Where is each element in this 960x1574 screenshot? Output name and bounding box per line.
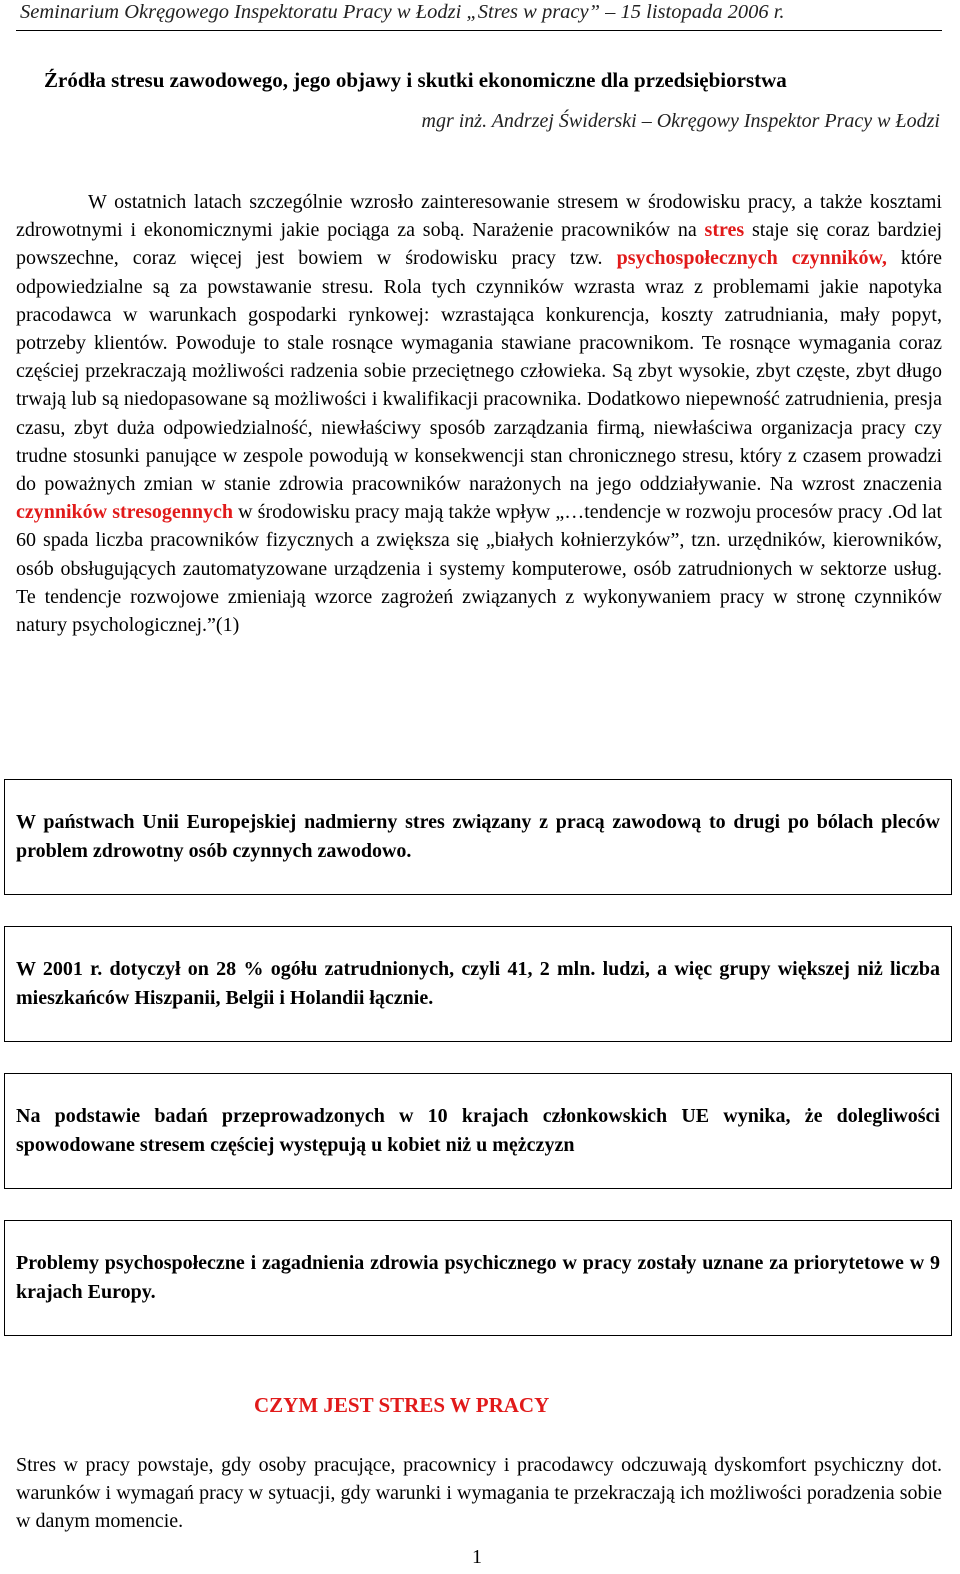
section-paragraph: Stres w pracy powstaje, gdy osoby pracujące, pracownicy i pracodawcy odczuwają dyskomfort psychiczny dot. warunków i wymagań pracy w sytuacji, gdy warunki i wymagania te przekraczają ich możliwości poradzenia sobie w danym momencie. [16,1454,942,1533]
page-number: 1 [472,1546,482,1568]
fact-text: Problemy psychospołeczne i zagadnienia zdrowia psychicznego w pracy zostały uznane za priorytetowe w 9 krajach Europy. [16,1252,940,1303]
running-header [16,0,942,31]
highlight-stressors: czynników stresogennych [16,501,233,524]
highlight-psychosocial-factors: psychospołecznych czynników, [616,247,887,270]
fact-box-1 [4,779,952,895]
section-heading: CZYM JEST STRES W PRACY [254,1393,550,1417]
fact-text: Na podstawie badań przeprowadzonych w 10 krajach członkowskich UE wynika, że dolegliwości spowodowane stresem częściej występują u kobiet niż u mężczyzn [16,1105,940,1156]
intro-text-2: staje się coraz bardziej powszechne, coraz więcej jest bowiem w środowisku pracy tzw. [16,219,943,270]
fact-text: W 2001 r. dotyczył on 28 % ogółu zatrudnionych, czyli 41, 2 mln. ludzi, a więc grupy większej niż liczba mieszkańców Hiszpanii, Belgii i Holandii łącznie. [16,958,940,1009]
intro-text-4: w środowisku pracy mają także wpływ „…tendencje w rozwoju procesów pracy .Od lat 60 spada liczba pracowników fizycznych a zwiększa się „białych kołnierzyków”, tzn. urzędników, kierowników, osób obsługujących zautomatyzowane urządzenia i systemy komputerowe, osób zatrudnionych w sektorze usług. Te tendencje rozwojowe zmieniają wzorce zagrożeń związanych z wykonywaniem pracy w stronę czynników natury psychologicznej.”(1) [16,501,942,637]
article-title: Źródła stresu zawodowego, jego objawy i skutki ekonomiczne dla przedsiębiorstwa [44,68,787,92]
fact-text: W państwach Unii Europejskiej nadmierny stres związany z pracą zawodową to drugi po bólach pleców problem zdrowotny osób czynnych zawodowo. [16,811,940,862]
intro-text-3: które odpowiedzialne są za powstawanie stresu. Rola tych czynników wzrasta wraz z problemami jakie napotyka pracodawca w warunkach gospodarki rynkowej: wzrastająca konkurencja, koszty zatrudniania, mały popyt, potrzeby klientów. Powoduje to stale rosnące wymagania stawiane pracownikom. Te rosnące wymagania coraz częściej przekraczają możliwości radzenia sobie przeciętnego człowieka. Są zbyt wysokie, zbyt częste, zbyt długo trwają lub są niedopasowane są możliwości i kwalifikacji pracownika. Dodatkowo niepewność zatrudnienia, presja czasu, zbyt duża odpowiedzialność, niewłaściwy sposób zarządzania firmą, niewłaściwa organizacja pracy czy trudne stosunki panujące w zespole powodują w konsekwencji stan chronicznego stresu, który z czasem prowadzi do poważnych zmian w stanie zdrowia pracowników narażonych na jego oddziaływanie. Na wzrost znaczenia [16,247,942,496]
article-author: mgr inż. Andrzej Świderski – Okręgowy Inspektor Pracy w Łodzi [421,110,940,132]
fact-box-2 [4,926,952,1042]
highlight-stres: stres [704,219,745,242]
fact-box-4 [4,1220,952,1336]
header-text: Seminarium Okręgowego Inspektoratu Pracy w Łodzi „Stres w pracy” – 15 listopada 2006 r. [20,1,785,23]
intro-paragraph [16,188,942,639]
intro-text-1: W ostatnich latach szczególnie wzrosło zainteresowanie stresem w środowisku pracy, a także kosztami zdrowotnymi i ekonomicznymi jakie pociąga za sobą. Narażenie pracowników na [16,191,942,242]
fact-box-3 [4,1073,952,1189]
